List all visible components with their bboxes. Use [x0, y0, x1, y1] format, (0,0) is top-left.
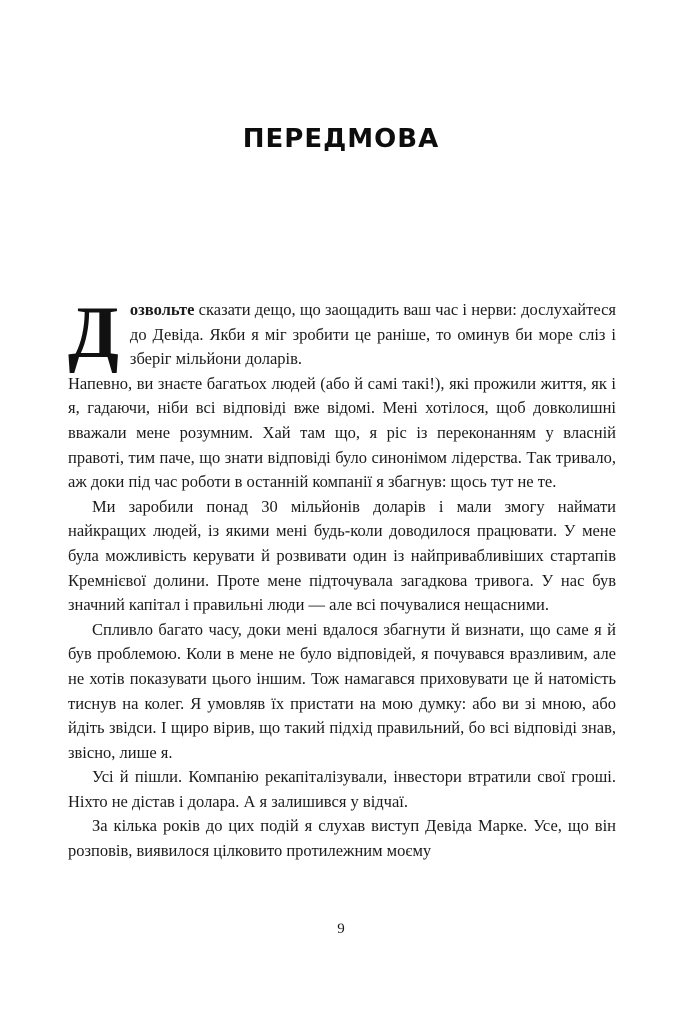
- paragraph: Спливло багато часу, доки мені вдалося збагнути й визнати, що саме я й був проблемою. Коли в мене не було відповідей, я почувався вразливим, але не хотів показувати цього іншим. Тож намагався приховувати це й натомість тиснув на колег. Я умовляв їх пристати на мою думку: або ви зі мною, або йдіть звідси. І щиро вірив, що такий підхід правильний, бо всі відповіді знав, звісно, лише я.: [68, 619, 616, 762]
- drop-cap-letter: Д: [68, 292, 119, 374]
- body-text: [68, 292, 616, 864]
- paragraph: Напевно, ви знаєте багатьох людей (або й самі такі!), які прожили життя, як і я, гадаючи, ніби всі відповіді вже відомі. Мені хотілося, щоб довколишні вважали мене розумним. Хай там що, я ріс із переконанням у власній правоті, тим паче, що знати відповіді було синонімом лідерства. Так тривало, аж доки під час роботи в останній компанії я збагнув: щось тут не те.: [68, 373, 616, 492]
- paragraph: Усі й пішли. Компанію рекапіталізували, інвестори втратили свої гроші. Ніхто не дістав і долара. А я залишився у відчаї.: [68, 767, 616, 811]
- chapter-title: ПЕРЕДМОВА: [242, 124, 440, 154]
- paragraph-text: сказати дещо, що заощадить ваш час і нерви: дослухайтеся до Девіда. Якби я міг зробити це раніше, то оминув би море сліз і зберіг мільйони доларів.: [129, 300, 616, 369]
- paragraph: За кілька років до цих подій я слухав виступ Девіда Марке. Усе, що він розповів, виявилося цілковито протилежним моєму: [68, 816, 616, 861]
- lead-word: озвольте: [129, 300, 195, 319]
- paragraph-dropcap: [68, 292, 616, 374]
- page-number: 9: [337, 921, 345, 937]
- paragraph: Ми заробили понад 30 мільйонів доларів і мали змогу наймати найкращих людей, із якими мені будь-коли доводилося працювати. У мене була можливість керувати й розвивати один із найпривабливіших стартапів Кремнієвої долини. Проте мене підточувала загадкова тривога. У нас був значний капітал і правильні люди — але всі почувалися нещасними.: [68, 496, 616, 615]
